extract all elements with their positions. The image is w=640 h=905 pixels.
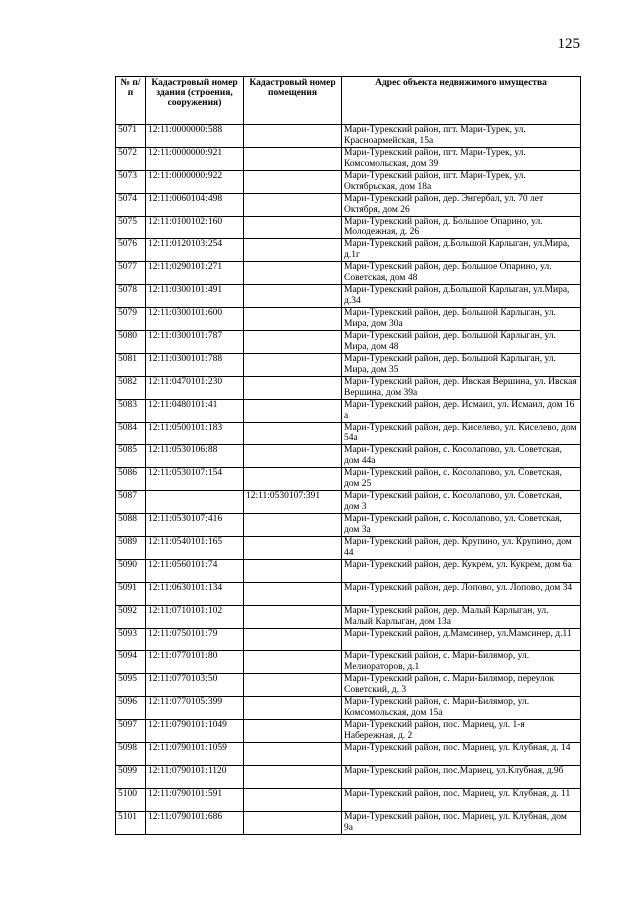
room-cadastral-number	[244, 697, 342, 720]
row-number: 5099	[116, 765, 146, 788]
property-address: Мари-Турекский район, дер. Большой Карлыган, ул. Мира, дом 30а	[342, 308, 581, 331]
row-number: 5101	[116, 811, 146, 834]
property-address: Мари-Турекский район, д. Большое Опарино, ул. Молодежная, д. 26	[342, 216, 581, 239]
table-row	[116, 582, 581, 605]
building-cadastral-number: 12:11:0290101:271	[146, 262, 244, 285]
room-cadastral-number	[244, 125, 342, 148]
room-cadastral-number	[244, 559, 342, 582]
property-address: Мари-Турекский район, дер. Ивская Вершина, ул. Ивская Вершина, дом 39а	[342, 376, 581, 399]
table-row	[116, 193, 581, 216]
building-cadastral-number: 12:11:0000000:922	[146, 170, 244, 193]
table-row	[116, 537, 581, 560]
building-cadastral-number: 12:11:0770101:80	[146, 651, 244, 674]
building-cadastral-number: 12:11:0790101:1059	[146, 743, 244, 766]
room-cadastral-number	[244, 331, 342, 354]
row-number: 5090	[116, 559, 146, 582]
table-row	[116, 262, 581, 285]
room-cadastral-number	[244, 537, 342, 560]
property-address: Мари-Турекский район, д.Мамсинер, ул.Мамсинер, д.11	[342, 628, 581, 651]
table-row	[116, 376, 581, 399]
table-row	[116, 811, 581, 834]
row-number: 5078	[116, 285, 146, 308]
row-number: 5094	[116, 651, 146, 674]
property-address: Мари-Турекский район, дер. Крупино, ул. Крупино, дом 44	[342, 537, 581, 560]
property-address: Мари-Турекский район, дер. Кукрем, ул. Кукрем, дом 6а	[342, 559, 581, 582]
building-cadastral-number: 12:11:0120103:254	[146, 239, 244, 262]
room-cadastral-number	[244, 445, 342, 468]
building-cadastral-number: 12:11:0000000:588	[146, 125, 244, 148]
row-number: 5091	[116, 582, 146, 605]
header-row	[116, 77, 581, 125]
property-address: Мари-Турекский район, дер. Большой Карлыган, ул. Мира, дом 35	[342, 353, 581, 376]
table-row	[116, 308, 581, 331]
row-number: 5085	[116, 445, 146, 468]
table-header	[116, 77, 581, 125]
room-cadastral-number	[244, 651, 342, 674]
building-cadastral-number: 12:11:0790101:1049	[146, 720, 244, 743]
row-number: 5095	[116, 674, 146, 697]
building-cadastral-number: 12:11:0630101:134	[146, 582, 244, 605]
row-number: 5074	[116, 193, 146, 216]
building-cadastral-number: 12:11:0790101:591	[146, 788, 244, 811]
property-table	[115, 76, 581, 835]
building-cadastral-number: 12:11:0000000:921	[146, 147, 244, 170]
building-cadastral-number: 12:11:0060104:498	[146, 193, 244, 216]
table-row	[116, 285, 581, 308]
room-cadastral-number	[244, 308, 342, 331]
header-number: № п/п	[116, 77, 146, 125]
row-number: 5080	[116, 331, 146, 354]
row-number: 5079	[116, 308, 146, 331]
table-row	[116, 491, 581, 514]
table-row	[116, 697, 581, 720]
property-address: Мари-Турекский район, дер. Большое Опарино, ул. Советская, дом 48	[342, 262, 581, 285]
page-number: 125	[557, 36, 580, 52]
building-cadastral-number: 12:11:0500101:183	[146, 422, 244, 445]
property-address: Мари-Турекский район, с. Косолапово, ул. Советская, дом 3	[342, 491, 581, 514]
property-address: Мари-Турекский район, пос. Мариец, ул. 1-я Набережная, д. 2	[342, 720, 581, 743]
table-row	[116, 514, 581, 537]
building-cadastral-number: 12:11:0530107:154	[146, 468, 244, 491]
room-cadastral-number	[244, 147, 342, 170]
property-address: Мари-Турекский район, пгт. Мари-Турек, ул. Комсомольская, дом 39	[342, 147, 581, 170]
row-number: 5073	[116, 170, 146, 193]
building-cadastral-number: 12:11:0300101:787	[146, 331, 244, 354]
table-row	[116, 353, 581, 376]
table-row	[116, 147, 581, 170]
table-body	[116, 125, 581, 835]
table-row	[116, 651, 581, 674]
row-number: 5087	[116, 491, 146, 514]
row-number: 5092	[116, 605, 146, 628]
building-cadastral-number: 12:11:0710101:102	[146, 605, 244, 628]
building-cadastral-number: 12:11:0790101:686	[146, 811, 244, 834]
row-number: 5093	[116, 628, 146, 651]
row-number: 5089	[116, 537, 146, 560]
table-row	[116, 125, 581, 148]
building-cadastral-number: 12:11:0790101:1120	[146, 765, 244, 788]
row-number: 5081	[116, 353, 146, 376]
room-cadastral-number	[244, 765, 342, 788]
room-cadastral-number	[244, 628, 342, 651]
row-number: 5084	[116, 422, 146, 445]
property-address: Мари-Турекский район, с. Косолапово, ул. Советская, дом 44а	[342, 445, 581, 468]
table-row	[116, 170, 581, 193]
property-address: Мари-Турекский район, с. Косолапово, ул. Советская, дом 3а	[342, 514, 581, 537]
building-cadastral-number: 12:11:0100102:160	[146, 216, 244, 239]
room-cadastral-number	[244, 262, 342, 285]
building-cadastral-number: 12:11:0560101:74	[146, 559, 244, 582]
table-row	[116, 468, 581, 491]
room-cadastral-number	[244, 376, 342, 399]
building-cadastral-number: 12:11:0540101:165	[146, 537, 244, 560]
row-number: 5077	[116, 262, 146, 285]
property-address: Мари-Турекский район, дер. Лопово, ул. Лопово, дом 34	[342, 582, 581, 605]
building-cadastral-number: 12:11:0480101:41	[146, 399, 244, 422]
table-row	[116, 628, 581, 651]
table-row	[116, 559, 581, 582]
table-row	[116, 216, 581, 239]
building-cadastral-number: 12:11:0770103:50	[146, 674, 244, 697]
table-row	[116, 674, 581, 697]
room-cadastral-number	[244, 170, 342, 193]
property-address: Мари-Турекский район, дер. Киселево, ул. Киселево, дом 54а	[342, 422, 581, 445]
property-address: Мари-Турекский район, пос. Мариец, ул. Клубная, д. 11	[342, 788, 581, 811]
building-cadastral-number: 12:11:0470101:230	[146, 376, 244, 399]
row-number: 5096	[116, 697, 146, 720]
building-cadastral-number: 12:11:0750101:79	[146, 628, 244, 651]
property-address: Мари-Турекский район, дер. Исмаил, ул. Исмаил, дом 16 а	[342, 399, 581, 422]
row-number: 5082	[116, 376, 146, 399]
property-address: Мари-Турекский район, с. Косолапово, ул. Советская, дом 25	[342, 468, 581, 491]
property-address: Мари-Турекский район, д.Большой Карлыган, ул.Мира, д.1г	[342, 239, 581, 262]
table-row	[116, 720, 581, 743]
room-cadastral-number	[244, 353, 342, 376]
property-address: Мари-Турекский район, пос. Мариец, ул. Клубная, д. 14	[342, 743, 581, 766]
row-number: 5076	[116, 239, 146, 262]
row-number: 5088	[116, 514, 146, 537]
header-building-cadastral: Кадастровый номер здания (строения, сооружения)	[146, 77, 244, 125]
table-row	[116, 399, 581, 422]
property-address: Мари-Турекский район, д.Большой Карлыган, ул.Мира, д.34	[342, 285, 581, 308]
room-cadastral-number	[244, 422, 342, 445]
row-number: 5097	[116, 720, 146, 743]
property-address: Мари-Турекский район, пос. Мариец, ул. Клубная, дом 9а	[342, 811, 581, 834]
room-cadastral-number	[244, 399, 342, 422]
room-cadastral-number	[244, 605, 342, 628]
room-cadastral-number: 12:11:0530107:391	[244, 491, 342, 514]
property-address: Мари-Турекский район, с. Мари-Билямор, переулок Советский, д. 3	[342, 674, 581, 697]
row-number: 5083	[116, 399, 146, 422]
building-cadastral-number: 12:11:0300101:491	[146, 285, 244, 308]
table-row	[116, 765, 581, 788]
building-cadastral-number: 12:11:0300101:600	[146, 308, 244, 331]
building-cadastral-number: 12:11:0300101:788	[146, 353, 244, 376]
table-row	[116, 788, 581, 811]
table-row	[116, 422, 581, 445]
room-cadastral-number	[244, 514, 342, 537]
room-cadastral-number	[244, 216, 342, 239]
building-cadastral-number: 12:11:0530106:88	[146, 445, 244, 468]
table-row	[116, 743, 581, 766]
room-cadastral-number	[244, 720, 342, 743]
property-address: Мари-Турекский район, пос.Мариец, ул.Клубная, д.9б	[342, 765, 581, 788]
room-cadastral-number	[244, 468, 342, 491]
table-row	[116, 239, 581, 262]
row-number: 5098	[116, 743, 146, 766]
property-address: Мари-Турекский район, дер. Малый Карлыган, ул. Малый Карлыган, дом 13а	[342, 605, 581, 628]
row-number: 5100	[116, 788, 146, 811]
row-number: 5075	[116, 216, 146, 239]
room-cadastral-number	[244, 582, 342, 605]
row-number: 5071	[116, 125, 146, 148]
building-cadastral-number: 12:11:0770105:399	[146, 697, 244, 720]
property-address: Мари-Турекский район, с. Мари-Билямор, ул. Комсомольская, дом 15а	[342, 697, 581, 720]
header-room-cadastral: Кадастровый номер помещения	[244, 77, 342, 125]
room-cadastral-number	[244, 811, 342, 834]
room-cadastral-number	[244, 239, 342, 262]
room-cadastral-number	[244, 193, 342, 216]
room-cadastral-number	[244, 743, 342, 766]
room-cadastral-number	[244, 788, 342, 811]
row-number: 5072	[116, 147, 146, 170]
table-row	[116, 445, 581, 468]
property-address: Мари-Турекский район, с. Мари-Билямор, ул. Мелиораторов, д.1	[342, 651, 581, 674]
property-address: Мари-Турекский район, дер. Энгербал, ул. 70 лет Октября, дом 26	[342, 193, 581, 216]
property-address: Мари-Турекский район, дер. Большой Карлыган, ул. Мира, дом 48	[342, 331, 581, 354]
building-cadastral-number: 12:11:0530107:416	[146, 514, 244, 537]
table-row	[116, 331, 581, 354]
property-address: Мари-Турекский район, пгт. Мари-Турек, ул. Октябрьская, дом 18а	[342, 170, 581, 193]
room-cadastral-number	[244, 285, 342, 308]
header-address: Адрес объекта недвижимого имущества	[342, 77, 581, 125]
table-row	[116, 605, 581, 628]
building-cadastral-number	[146, 491, 244, 514]
property-address: Мари-Турекский район, пгт. Мари-Турек, ул. Красноармейская, 15а	[342, 125, 581, 148]
row-number: 5086	[116, 468, 146, 491]
room-cadastral-number	[244, 674, 342, 697]
